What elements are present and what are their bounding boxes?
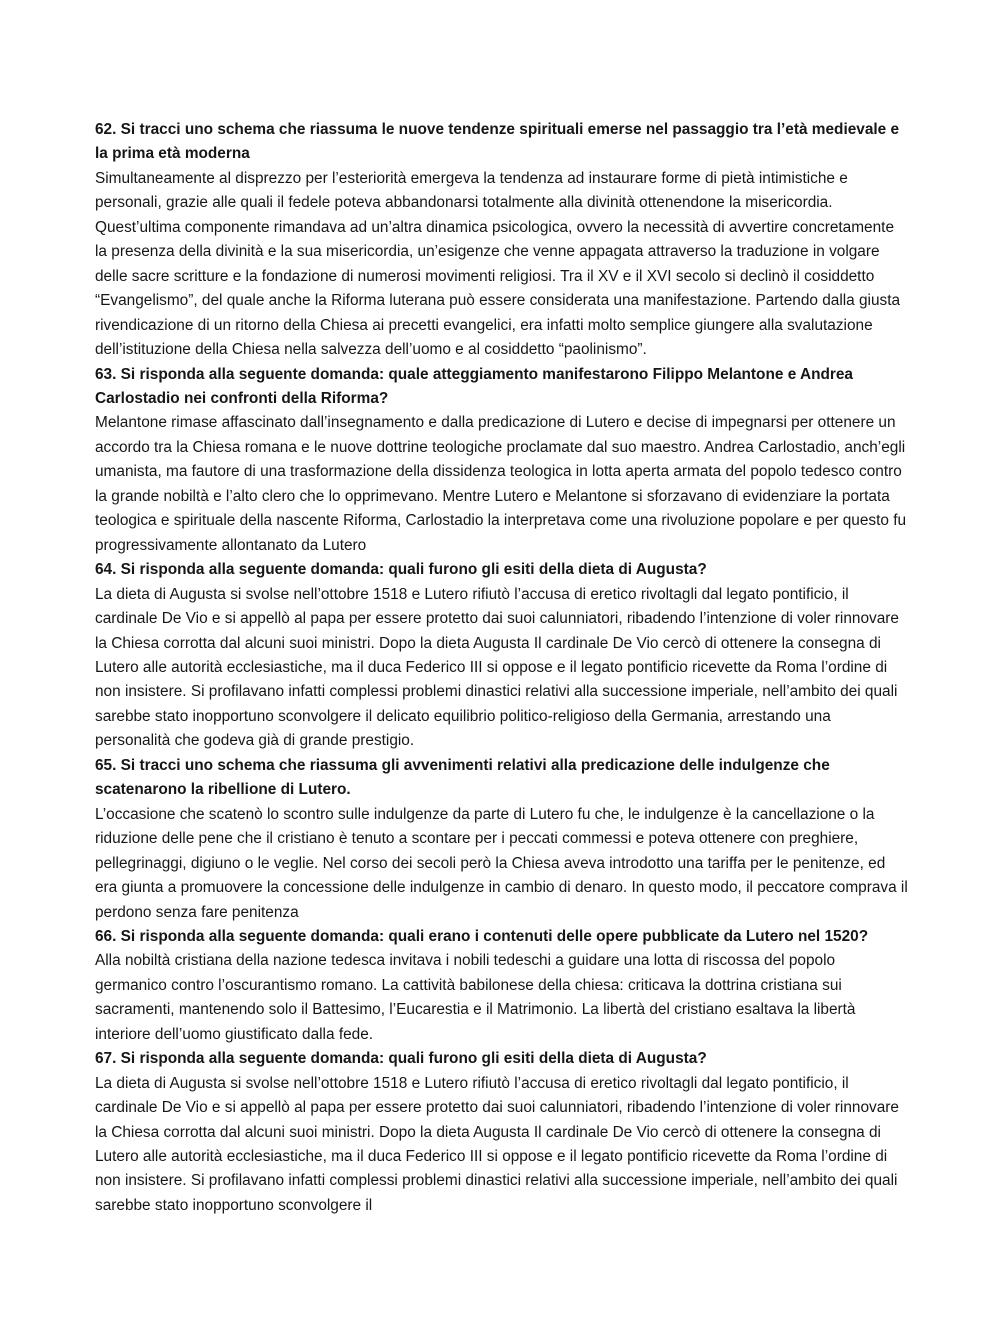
answer-66: Alla nobiltà cristiana della nazione tedesca invitava i nobili tedeschi a guidare una lotta di riscossa del popolo germanico contro l’oscurantismo romano. La cattività babilonese della chiesa: criticava la dottrina cristiana sui sacramenti, mantenendo solo il Battesimo, l’Eucarestia e il Matrimonio. La libertà del cristiano esaltava la libertà interiore dell’uomo giustificato dalla fede. xyxy=(95,952,856,1043)
document-page xyxy=(95,118,910,1218)
answer-67: La dieta di Augusta si svolse nell’ottobre 1518 e Lutero rifiutò l’accusa di eretico rivoltagli dal legato pontificio, il cardinale De Vio e si appellò al papa per essere protetto dai suoi calunniatori, ribadendo l’intenzione di voler rinnovare la Chiesa corrotta dal alcuni suoi ministri. Dopo la dieta Augusta Il cardinale De Vio cercò di ottenere la consegna di Lutero alle autorità ecclesiastiche, ma il duca Federico III si oppose e il legato pontificio ricevette da Roma l’ordine di non insistere. Si profilavano infatti complessi problemi dinastici relativi alla successione imperiale, nell’ambito dei quali sarebbe stato inopportuno sconvolgere il xyxy=(95,1074,899,1214)
question-62: 62. Si tracci uno schema che riassuma le nuove tendenze spirituali emerse nel passaggio tra l’età medievale e la prima età moderna xyxy=(95,121,900,163)
answer-62: Simultaneamente al disprezzo per l’esteriorità emergeva la tendenza ad instaurare forme di pietà intimistiche e personali, grazie alle quali il fedele poteva abbandonarsi totalmente alla divinità ottenendone la misericordia. Quest’ultima componente rimandava ad un’altra dinamica psicologica, ovvero la necessità di avvertire concretamente la presenza della divinità e la sua misericordia, un’esigenze che venne appagata attraverso la traduzione in volgare delle sacre scritture e la fondazione di numerosi movimenti religiosi. Tra il XV e il XVI secolo si declinò il cosiddetto “Evangelismo”, del quale anche la Riforma luterana può essere considerata una manifestazione. Partendo dalla giusta rivendicazione di un ritorno della Chiesa ai precetti evangelici, era infatti molto semplice giungere alla svalutazione dell’istituzione della Chiesa nella salvezza dell’uomo e al cosiddetto “paolinismo”. xyxy=(95,169,901,359)
question-63: 63. Si risponda alla seguente domanda: quale atteggiamento manifestarono Filippo Melantone e Andrea Carlostadio nei confronti della Riforma? xyxy=(95,365,853,407)
question-66: 66. Si risponda alla seguente domanda: quali erano i contenuti delle opere pubblicate da Lutero nel 1520? xyxy=(95,927,869,945)
question-67: 67. Si risponda alla seguente domanda: quali furono gli esiti della dieta di Augusta? xyxy=(95,1050,707,1068)
question-64: 64. Si risponda alla seguente domanda: quali furono gli esiti della dieta di Augusta? xyxy=(95,561,707,579)
question-65: 65. Si tracci uno schema che riassuma gli avvenimenti relativi alla predicazione delle indulgenze che scatenarono la ribellione di Lutero. xyxy=(95,756,830,799)
answer-63: Melantone rimase affascinato dall’insegnamento e dalla predicazione di Lutero e decise di impegnarsi per ottenere un accordo tra la Chiesa romana e le nuove dottrine teologiche proclamate dal suo maestro. Andrea Carlostadio, anch’egli umanista, ma fautore di una trasformazione della dissidenza teologica in lotta aperta armata del popolo tedesco contro la grande nobiltà e l’alto clero che lo opprimevano. Mentre Lutero e Melantone si sforzavano di evidenziare la portata teologica e spirituale della nascente Riforma, Carlostadio la interpretava come una rivoluzione popolare e per questo fu progressivamente allontanato da Lutero xyxy=(95,414,907,554)
answer-65: L’occasione che scatenò lo scontro sulle indulgenze da parte di Lutero fu che, le indulgenze è la cancellazione o la riduzione delle pene che il cristiano è tenuto a scontare per i peccati commessi e poteva ottenere con preghiere, pellegrinaggi, digiuno o le veglie. Nel corso dei secoli però la Chiesa aveva introdotto una tariffa per le penitenze, ed era giunta a promuovere la concessione delle indulgenze in cambio di denaro. In questo modo, il peccatore comprava il perdono senza fare penitenza xyxy=(95,805,908,921)
answer-64: La dieta di Augusta si svolse nell’ottobre 1518 e Lutero rifiutò l’accusa di eretico rivoltagli dal legato pontificio, il cardinale De Vio e si appellò al papa per essere protetto dai suoi calunniatori, ribadendo l’intenzione di voler rinnovare la Chiesa corrotta dal alcuni suoi ministri. Dopo la dieta Augusta Il cardinale De Vio cercò di ottenere la consegna di Lutero alle autorità ecclesiastiche, ma il duca Federico III si oppose e il legato pontificio ricevette da Roma l’ordine di non insistere. Si profilavano infatti complessi problemi dinastici relativi alla successione imperiale, nell’ambito dei quali sarebbe stato inopportuno sconvolgere il delicato equilibrio politico-religioso della Germania, arrestando una personalità che godeva già di grande prestigio. xyxy=(95,585,899,750)
